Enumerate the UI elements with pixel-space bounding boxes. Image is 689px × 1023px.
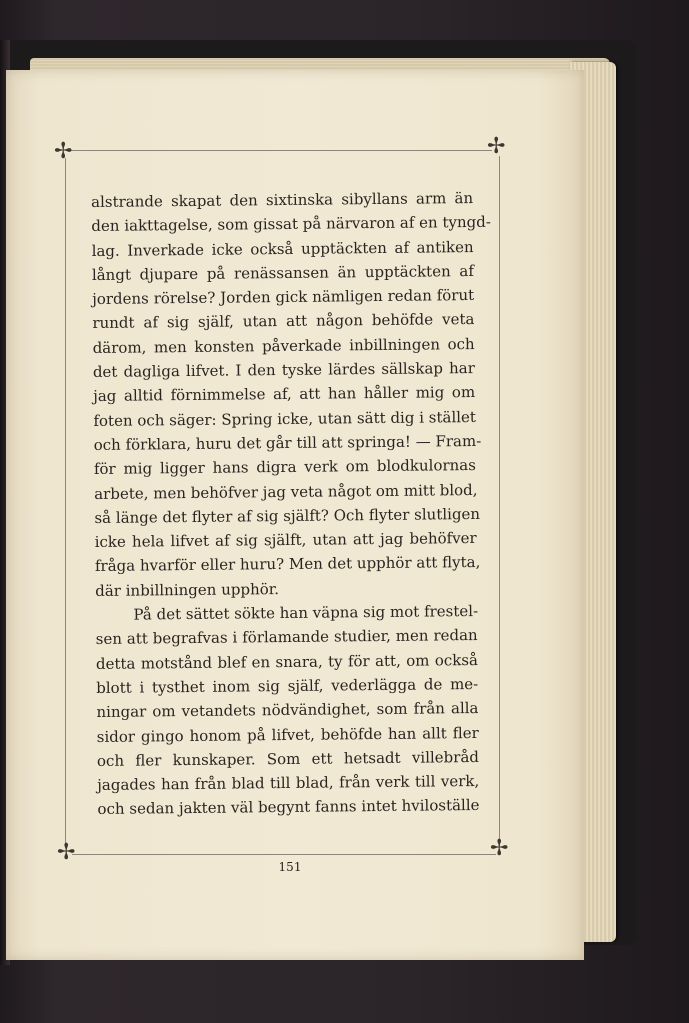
body-text xyxy=(91,186,491,822)
text-line: jag alltid förnimmelse af, att han håller mig om xyxy=(93,383,476,406)
corner-ornament-icon: ✢ xyxy=(54,139,73,164)
text-line: detta motstånd blef en snara, ty för att, om också xyxy=(95,650,479,673)
text-line: så länge det flyter af sig själft? Och flyter slutligen xyxy=(94,504,481,527)
text-line: sen att begrafvas i förlamande studier, men redan xyxy=(95,626,478,649)
text-line: den iakttagelse, som gissat på närvaron af en tyngd- xyxy=(91,213,491,236)
text-line: icke hela lifvet af sig själft, utan att jag behöfver xyxy=(94,529,477,552)
text-line: sidor gingo honom på lifvet, behöfde han allt fler xyxy=(96,723,479,746)
text-line: och förklara, huru det går till att springa! — Fram- xyxy=(93,431,482,454)
frame-top-rule xyxy=(70,150,492,151)
text-line: arbete, men behöfver jag veta något om mitt blod, xyxy=(94,480,478,503)
text-line: och sedan jakten väl begynt fanns intet hviloställe xyxy=(97,796,480,819)
corner-ornament-icon: ✢ xyxy=(490,836,509,861)
text-line: rundt af sig själf, utan att någon behöfde veta xyxy=(92,310,475,333)
frame-bottom-rule xyxy=(72,854,496,855)
text-line: jordens rörelse? Jorden gick nämligen redan förut xyxy=(92,286,475,309)
corner-ornament-icon: ✢ xyxy=(57,840,76,865)
text-line: för mig ligger hans digra verk om blodkulornas xyxy=(93,456,476,479)
text-line: fråga hvarför eller huru? Men det upphör att flyta, xyxy=(94,553,481,576)
frame-right-rule xyxy=(499,156,500,846)
text-line: jagades han från blad till blad, från verk till verk, xyxy=(97,772,480,795)
text-line: och fler kunskaper. Som ett hetsadt villebråd xyxy=(96,747,480,770)
text-line: det dagliga lifvet. I den tyske lärdes sällskap har xyxy=(92,359,475,382)
text-line: ningar om vetandets nödvändighet, som från alla xyxy=(96,699,479,722)
text-line: lag. Inverkade icke också upptäckten af antiken xyxy=(91,237,474,260)
text-line: där inbillningen upphör. xyxy=(95,579,280,600)
text-line: blott i tysthet inom sig själf, vederlägga de me- xyxy=(96,674,479,697)
frame-left-rule xyxy=(65,158,66,848)
corner-ornament-icon: ✢ xyxy=(487,134,506,159)
text-line: långt djupare på renässansen än upptäckten af xyxy=(91,261,474,284)
page-number: 151 xyxy=(278,860,302,874)
text-line: På det sättet sökte han väpna sig mot frestel- xyxy=(133,602,479,624)
text-line: alstrande skapat den sixtinska sibyllans arm än xyxy=(91,188,474,211)
text-line: foten och säger: Spring icke, utan sätt dig i stället xyxy=(93,407,476,430)
text-line: därom, men konsten påverkade inbillningen och xyxy=(92,334,475,357)
